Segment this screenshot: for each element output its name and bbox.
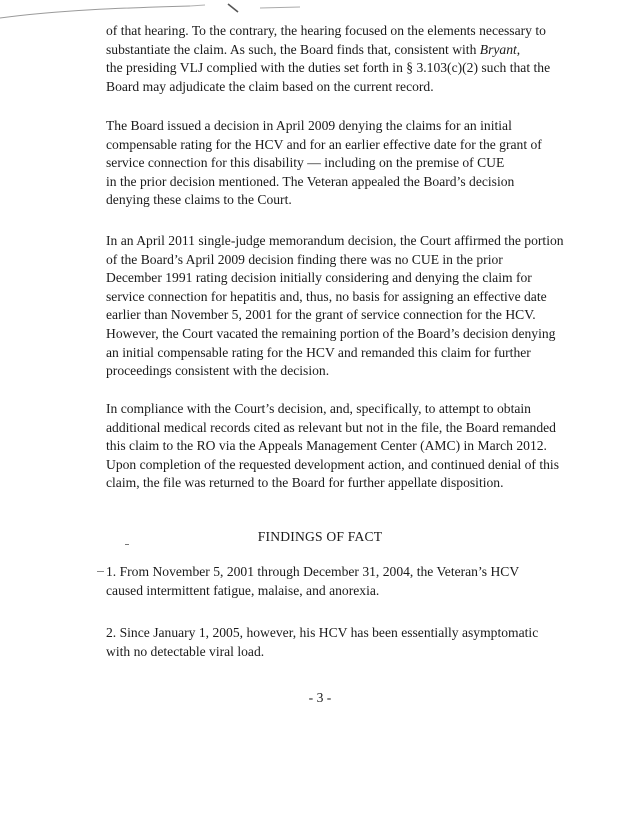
finding-2 xyxy=(106,624,576,661)
text-line: an initial compensable rating for the HCV and remanded this claim for further xyxy=(106,344,531,360)
text-line: with no detectable viral load. xyxy=(106,643,265,659)
text-line: the presiding VLJ complied with the duties set forth in § 3.103(c)(2) such that the xyxy=(106,60,551,76)
text-line: In compliance with the Court’s decision, and, specifically, to attempt to obtain xyxy=(106,401,531,416)
text-line: additional medical records cited as relevant but not in the file, the Board remanded xyxy=(106,419,556,435)
text-line: compensable rating for the HCV and for an earlier effective date for the grant of xyxy=(106,136,542,152)
text-line: proceedings consistent with the decision. xyxy=(106,363,330,379)
finding-1 xyxy=(106,563,576,600)
paragraph-hearing xyxy=(106,22,576,96)
text-line: claim, the file was returned to the Board for further appellate disposition. xyxy=(106,475,504,491)
text-line: Upon completion of the requested development action, and continued denial of this xyxy=(106,456,560,472)
text-line: of that hearing. To the contrary, the hearing focused on the elements necessary to xyxy=(106,23,546,38)
text-line: earlier than November 5, 2001 for the grant of service connection for the HCV. xyxy=(106,307,536,323)
text-line: service connection for hepatitis and, thus, no basis for assigning an effective date xyxy=(106,288,547,304)
paragraph-board-decision xyxy=(106,117,576,210)
text-line: 1. From November 5, 2001 through December 31, 2004, the Veteran’s HCV xyxy=(106,564,520,579)
scan-speck xyxy=(125,544,129,545)
text-line-part: substantiate the claim. As such, the Board finds that, consistent with xyxy=(106,41,480,57)
scan-dash xyxy=(97,571,104,572)
text-line: 2. Since January 1, 2005, however, his HCV has been essentially asymptomatic xyxy=(106,625,539,640)
text-line: The Board issued a decision in April 2009 denying the claims for an initial xyxy=(106,118,512,133)
section-heading: FINDINGS OF FACT xyxy=(257,529,383,544)
text-line: service connection for this disability — including on the premise of CUE xyxy=(106,155,505,171)
text-line: caused intermittent fatigue, malaise, and anorexia. xyxy=(106,582,380,598)
paragraph-court-memorandum xyxy=(106,232,576,381)
text-line xyxy=(106,41,576,60)
text-line: In an April 2011 single-judge memorandum decision, the Court affirmed the portion xyxy=(106,233,564,248)
page-number: - 3 - xyxy=(308,690,332,705)
text-line: December 1991 rating decision initially considering and denying the claim for xyxy=(106,270,532,286)
text-line: this claim to the RO via the Appeals Management Center (AMC) in March 2012. xyxy=(106,438,547,454)
text-line: of the Board’s April 2009 decision finding there was no CUE in the prior xyxy=(106,251,503,267)
paragraph-remand xyxy=(106,400,576,493)
text-line: in the prior decision mentioned. The Veteran appealed the Board’s decision xyxy=(106,173,515,189)
text-line: denying these claims to the Court. xyxy=(106,192,292,208)
text-line: Board may adjudicate the claim based on the current record. xyxy=(106,78,434,94)
text-line: However, the Court vacated the remaining portion of the Board’s decision denying xyxy=(106,325,556,341)
case-name: Bryant xyxy=(479,41,517,57)
punctuation: , xyxy=(516,41,521,57)
